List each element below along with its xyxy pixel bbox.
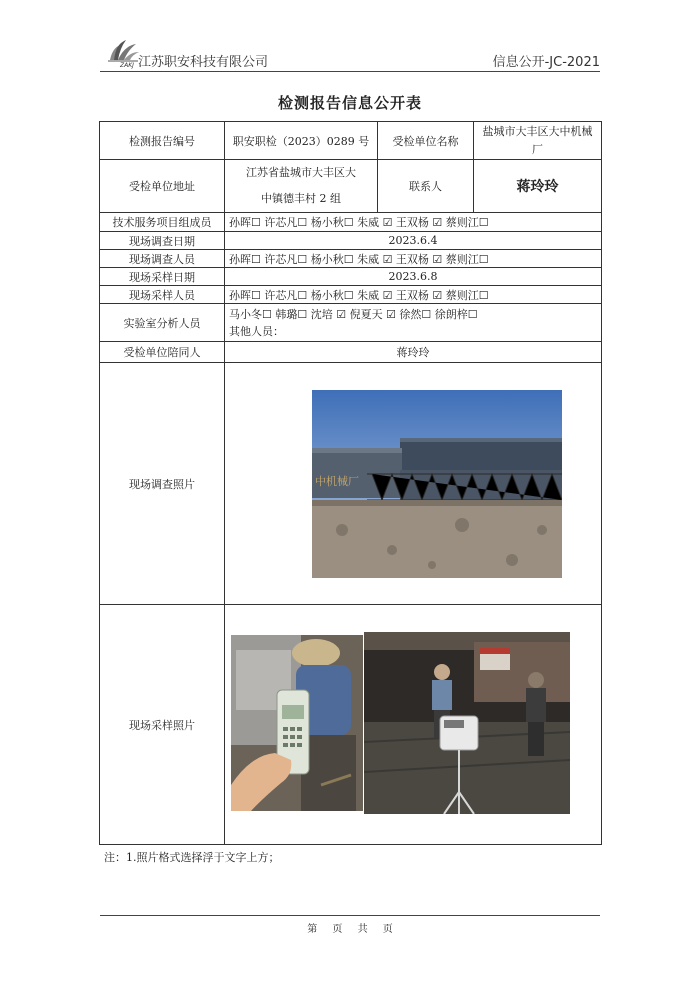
address-label: 受检单位地址 — [100, 160, 225, 213]
table-row — [100, 232, 602, 250]
sample-date-label: 现场采样日期 — [100, 268, 225, 286]
lab-staff-line: 马小冬☐ 韩璐☐ 沈培 ☑ 倪夏天 ☑ 徐然☐ 徐朗梓☐ — [229, 307, 478, 321]
survey-date-value: 2023.6.4 — [225, 232, 602, 250]
footer-divider — [100, 915, 600, 916]
sample-photo-label: 现场采样照片 — [100, 605, 225, 845]
sample-photo-cell — [225, 605, 602, 845]
logo-icon — [106, 34, 140, 64]
contact-label: 联系人 — [378, 160, 474, 213]
sample-photo-right — [364, 632, 570, 814]
table-row — [100, 304, 602, 342]
survey-staff-label: 现场调查人员 — [100, 250, 225, 268]
logo-text: ZAKJ — [120, 62, 134, 69]
table-row — [100, 286, 602, 304]
lab-other-line: 其他人员： — [229, 324, 284, 338]
company-logo — [106, 34, 140, 70]
report-no-value: 职安职检（2023）0289 号 — [225, 122, 378, 160]
document-code: 信息公开-JC-2021 — [492, 55, 600, 70]
address-value: 江苏省盐城市大丰区大中镇德丰村 2 组 — [225, 160, 378, 213]
table-row — [100, 250, 602, 268]
table-row — [100, 122, 602, 160]
table-row — [100, 342, 602, 363]
team-label: 技术服务项目组成员 — [100, 213, 225, 232]
page-title: 检测报告信息公开表 — [277, 94, 422, 112]
escort-label: 受检单位陪同人 — [100, 342, 225, 363]
info-table — [99, 121, 602, 845]
survey-photo — [312, 390, 562, 578]
team-value: 孙晖☐ 许芯凡☐ 杨小秋☐ 朱威 ☑ 王双杨 ☑ 蔡则江☐ — [225, 213, 602, 232]
survey-photo-cell — [225, 363, 602, 605]
footnote: 注：1.照片格式选择浮于文字上方； — [104, 851, 280, 864]
lab-value — [225, 304, 602, 342]
table-row — [100, 268, 602, 286]
sample-date-value: 2023.6.8 — [225, 268, 602, 286]
table-row — [100, 605, 602, 845]
survey-date-label: 现场调查日期 — [100, 232, 225, 250]
survey-photo-sign: 中机械厂 — [315, 475, 359, 488]
table-row — [100, 363, 602, 605]
escort-value: 蒋玲玲 — [225, 342, 602, 363]
header-divider — [100, 71, 600, 72]
report-no-label: 检测报告编号 — [100, 122, 225, 160]
survey-staff-value: 孙晖☐ 许芯凡☐ 杨小秋☐ 朱威 ☑ 王双杨 ☑ 蔡则江☐ — [225, 250, 602, 268]
sample-staff-value: 孙晖☐ 许芯凡☐ 杨小秋☐ 朱威 ☑ 王双杨 ☑ 蔡则江☐ — [225, 286, 602, 304]
page-header — [100, 34, 600, 74]
lab-label: 实验室分析人员 — [100, 304, 225, 342]
company-name: 江苏职安科技有限公司 — [138, 55, 269, 70]
sample-photo-left — [231, 635, 363, 811]
table-row — [100, 213, 602, 232]
page-footer: 第 页 共 页 — [307, 924, 393, 935]
unit-name-value: 盐城市大丰区大中机械厂 — [474, 122, 602, 160]
unit-name-label: 受检单位名称 — [378, 122, 474, 160]
sample-staff-label: 现场采样人员 — [100, 286, 225, 304]
survey-photo-label: 现场调查照片 — [100, 363, 225, 605]
table-row — [100, 160, 602, 213]
contact-value: 蒋玲玲 — [474, 160, 602, 213]
